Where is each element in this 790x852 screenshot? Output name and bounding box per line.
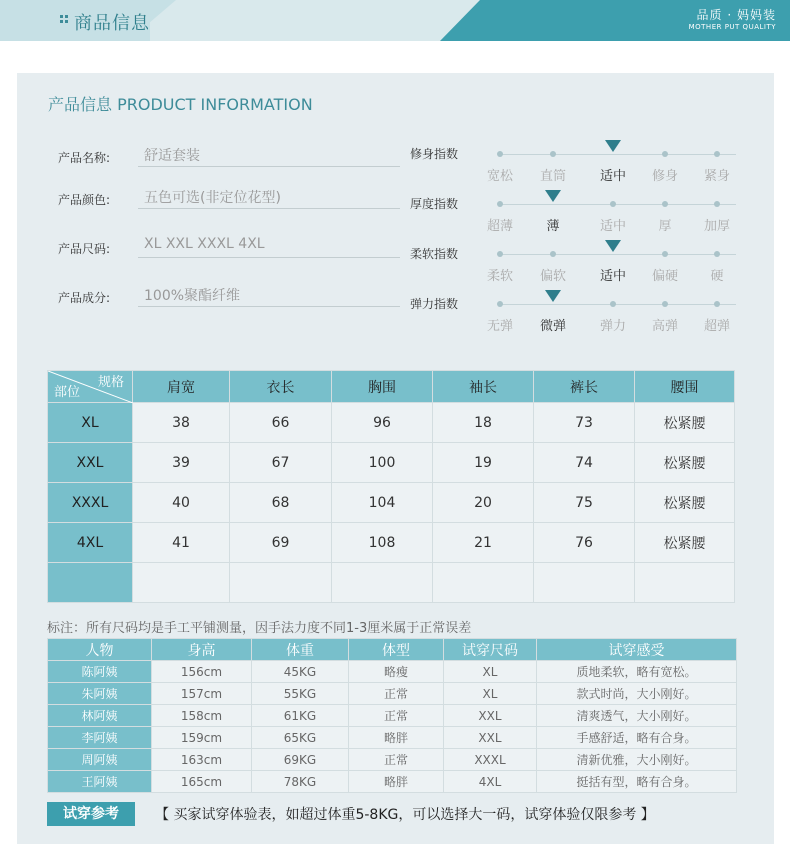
column-header: 身高 — [152, 639, 252, 661]
header-bar — [0, 0, 790, 41]
table-cell: 松紧腰 — [635, 443, 735, 483]
table-cell: 41 — [133, 523, 230, 563]
table-row — [48, 771, 737, 793]
table-row — [48, 483, 735, 523]
table-cell: 21 — [433, 523, 534, 563]
index-label: 厚度指数 — [410, 197, 459, 211]
scale-option: 修身 — [651, 169, 678, 184]
scale-dot — [497, 151, 503, 157]
selected-marker-icon — [545, 290, 561, 302]
table-cell: 松紧腰 — [635, 403, 735, 443]
table-cell: 挺括有型，略有合身。 — [537, 771, 737, 793]
column-header: 体重 — [252, 639, 349, 661]
trial-reference-badge: 试穿参考 — [47, 802, 135, 826]
column-header: 胸围 — [332, 371, 433, 403]
table-row — [48, 443, 735, 483]
table-cell: 65KG — [252, 727, 349, 749]
column-header: 肩宽 — [133, 371, 230, 403]
table-cell: XL — [444, 683, 537, 705]
table-cell — [433, 563, 534, 603]
scale-option: 适中 — [599, 269, 626, 284]
row-size-label: 4XL — [48, 523, 133, 563]
scale-dot — [497, 201, 503, 207]
scale-option: 偏硬 — [651, 269, 678, 284]
field-value: 五色可选(非定位花型) — [138, 187, 400, 209]
scale-dot — [550, 151, 556, 157]
column-header: 腰围 — [635, 371, 735, 403]
field-value: 100%聚酯纤维 — [138, 285, 400, 307]
scale-dot — [714, 251, 720, 257]
scale-option: 直筒 — [539, 169, 566, 184]
field-label: 产品成分: — [58, 291, 111, 305]
table-cell — [230, 563, 332, 603]
table-row — [48, 523, 735, 563]
trial-reference-text: 【 买家试穿体验表，如超过体重5-8KG，可以选择大一码，试穿体验仅限参考 】 — [155, 807, 655, 823]
table-cell: 略瘦 — [349, 661, 444, 683]
column-header: 裤长 — [534, 371, 635, 403]
index-label: 弹力指数 — [410, 297, 459, 311]
table-cell: 157cm — [152, 683, 252, 705]
column-header: 试穿感受 — [537, 639, 737, 661]
row-size-label: XL — [48, 403, 133, 443]
scale-dot — [714, 301, 720, 307]
table-cell: 156cm — [152, 661, 252, 683]
brand-name-cn: 品质 · 妈妈装 — [696, 8, 776, 22]
grid-dots-icon — [60, 15, 69, 24]
scale-track — [498, 154, 736, 155]
scale-option: 偏软 — [539, 269, 566, 284]
table-cell: 19 — [433, 443, 534, 483]
scale-option: 无弹 — [486, 319, 513, 334]
scale-track — [498, 204, 736, 205]
section-title: 产品信息 PRODUCT INFORMATION — [48, 95, 313, 114]
person-name: 王阿姨 — [48, 771, 152, 793]
scale-dot — [497, 251, 503, 257]
table-cell: 68 — [230, 483, 332, 523]
index-scale — [410, 295, 750, 345]
scale-dot — [662, 151, 668, 157]
table-cell: 39 — [133, 443, 230, 483]
scale-option: 适中 — [599, 219, 626, 234]
scale-dot — [610, 201, 616, 207]
measurement-note: 标注：所有尺码均是手工平铺测量，因手法力度不同1-3厘米属于正常误差 — [47, 621, 472, 636]
table-cell: 100 — [332, 443, 433, 483]
index-scale — [410, 145, 750, 195]
scale-option: 高弹 — [651, 319, 678, 334]
field-label: 产品名称: — [58, 151, 111, 165]
table-cell: 38 — [133, 403, 230, 443]
table-row — [48, 661, 737, 683]
table-cell: 清爽透气，大小刚好。 — [537, 705, 737, 727]
scale-track — [498, 304, 736, 305]
table-cell: 67 — [230, 443, 332, 483]
table-cell: 69KG — [252, 749, 349, 771]
person-name: 李阿姨 — [48, 727, 152, 749]
scale-option: 超薄 — [486, 219, 513, 234]
scale-dot — [610, 301, 616, 307]
index-scale — [410, 195, 750, 245]
size-table — [47, 370, 735, 603]
scale-option: 薄 — [546, 219, 560, 234]
scale-option: 超弹 — [703, 319, 730, 334]
table-cell: 清新优雅，大小刚好。 — [537, 749, 737, 771]
scale-dot — [662, 301, 668, 307]
table-cell: 质地柔软，略有宽松。 — [537, 661, 737, 683]
header-brand-slant — [440, 0, 480, 41]
table-cell: 69 — [230, 523, 332, 563]
scale-option: 微弹 — [539, 319, 566, 334]
selected-marker-icon — [605, 240, 621, 252]
scale-option: 适中 — [599, 169, 626, 184]
table-cell: 略胖 — [349, 727, 444, 749]
person-name: 林阿姨 — [48, 705, 152, 727]
table-cell: 163cm — [152, 749, 252, 771]
table-row — [48, 403, 735, 443]
size-table-header — [48, 371, 735, 403]
table-cell: 55KG — [252, 683, 349, 705]
scale-option: 宽松 — [486, 169, 513, 184]
table-cell: 165cm — [152, 771, 252, 793]
column-header: 试穿尺码 — [444, 639, 537, 661]
row-size-label — [48, 563, 133, 603]
field-value: 舒适套装 — [138, 145, 400, 167]
table-cell: 手感舒适，略有合身。 — [537, 727, 737, 749]
field-value: XL XXL XXXL 4XL — [138, 236, 400, 258]
scale-track — [498, 254, 736, 255]
scale-option: 厚 — [658, 219, 672, 234]
column-header: 体型 — [349, 639, 444, 661]
brand-logo — [689, 8, 776, 32]
index-label: 修身指数 — [410, 147, 459, 161]
trial-table-header — [48, 639, 737, 661]
table-cell: 略胖 — [349, 771, 444, 793]
scale-option: 硬 — [710, 269, 724, 284]
scale-dot — [714, 151, 720, 157]
table-cell: 20 — [433, 483, 534, 523]
field-label: 产品颜色: — [58, 193, 111, 207]
table-cell: 40 — [133, 483, 230, 523]
table-cell: 78KG — [252, 771, 349, 793]
selected-marker-icon — [605, 140, 621, 152]
table-row — [48, 727, 737, 749]
person-name: 朱阿姨 — [48, 683, 152, 705]
table-cell — [534, 563, 635, 603]
scale-dot — [662, 201, 668, 207]
table-cell — [635, 563, 735, 603]
table-cell: 正常 — [349, 705, 444, 727]
index-label: 柔软指数 — [410, 247, 459, 261]
table-cell: XL — [444, 661, 537, 683]
table-cell: 松紧腰 — [635, 483, 735, 523]
table-cell: 104 — [332, 483, 433, 523]
table-row — [48, 683, 737, 705]
row-size-label: XXL — [48, 443, 133, 483]
table-cell: 159cm — [152, 727, 252, 749]
column-header: 人物 — [48, 639, 152, 661]
person-name: 陈阿姨 — [48, 661, 152, 683]
scale-dot — [497, 301, 503, 307]
field-label: 产品尺码: — [58, 242, 111, 256]
table-cell — [332, 563, 433, 603]
size-table-corner — [48, 371, 133, 403]
scale-dot — [662, 251, 668, 257]
table-cell: 74 — [534, 443, 635, 483]
table-cell: 158cm — [152, 705, 252, 727]
scale-dot — [714, 201, 720, 207]
table-cell: 款式时尚，大小刚好。 — [537, 683, 737, 705]
selected-marker-icon — [545, 190, 561, 202]
trial-table — [47, 638, 737, 793]
row-size-label: XXXL — [48, 483, 133, 523]
scale-dot — [550, 251, 556, 257]
table-cell: 73 — [534, 403, 635, 443]
corner-label-part: 部位 — [54, 385, 81, 400]
table-cell: 正常 — [349, 749, 444, 771]
scale-option: 加厚 — [703, 219, 730, 234]
table-cell: 76 — [534, 523, 635, 563]
scale-option: 紧身 — [703, 169, 730, 184]
brand-name-en: MOTHER PUT QUALITY — [688, 23, 776, 31]
table-row-empty — [48, 563, 735, 603]
table-cell: 75 — [534, 483, 635, 523]
table-cell: 松紧腰 — [635, 523, 735, 563]
table-cell: 正常 — [349, 683, 444, 705]
table-row — [48, 749, 737, 771]
table-cell: XXXL — [444, 749, 537, 771]
index-scale — [410, 245, 750, 295]
scale-option: 柔软 — [486, 269, 513, 284]
table-cell: 4XL — [444, 771, 537, 793]
corner-label-spec: 规格 — [97, 375, 124, 390]
table-row — [48, 705, 737, 727]
table-cell — [133, 563, 230, 603]
header-title: 商品信息 — [74, 13, 150, 34]
table-cell: 18 — [433, 403, 534, 443]
table-cell: XXL — [444, 727, 537, 749]
table-cell: 96 — [332, 403, 433, 443]
table-cell: 108 — [332, 523, 433, 563]
scale-option: 弹力 — [599, 319, 626, 334]
table-cell: 66 — [230, 403, 332, 443]
column-header: 袖长 — [433, 371, 534, 403]
table-cell: XXL — [444, 705, 537, 727]
table-cell: 61KG — [252, 705, 349, 727]
person-name: 周阿姨 — [48, 749, 152, 771]
column-header: 衣长 — [230, 371, 332, 403]
table-cell: 45KG — [252, 661, 349, 683]
